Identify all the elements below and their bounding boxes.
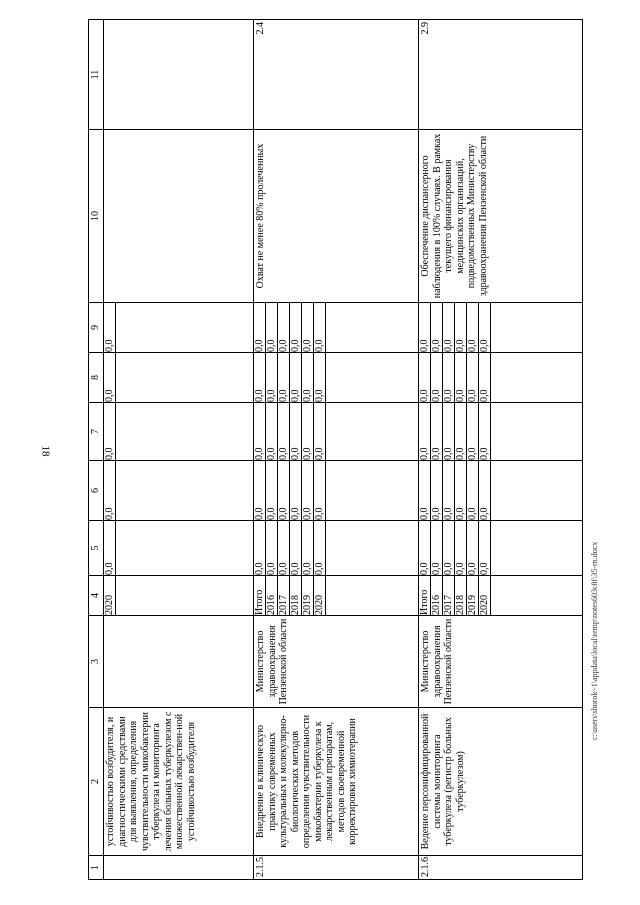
- year-cell: 2018: [290, 576, 302, 615]
- value-cell: 0,0: [443, 403, 455, 460]
- value-cell: 0,0: [266, 403, 278, 460]
- row-expected-result: Охват не менее 80% пролеченных: [254, 130, 419, 303]
- col-header-10: 10: [89, 130, 104, 303]
- row-executor: Министерство здравоохранения Пензенской области: [419, 616, 583, 708]
- value-cell: 0,0: [419, 353, 431, 402]
- value-cell: 0,0: [479, 461, 491, 520]
- value-cell: 0,0: [104, 461, 116, 520]
- row-indicator-ref: [104, 20, 254, 130]
- row-expected-result: Обеспечение диспансерного наблюдения в 100% случаях. В рамках текущего финансирования медицинских организаций, подведомственных Министерству здравоохранения Пензенской области: [419, 130, 583, 303]
- value-cell: 0,0: [278, 303, 290, 352]
- year-cell: Итого: [254, 576, 266, 615]
- value-cell: 0,0: [314, 521, 326, 575]
- row-description: Внедрение в клиническую практику современных культуральных и молекулярно-биологических методов определения чувствительности микобактерии туберкулеза к лекарственным препаратам, методов своевременной корректировки химиотерапии: [254, 708, 419, 856]
- value-cell: 0,0: [431, 521, 443, 575]
- value-cell: 0,0: [467, 403, 479, 460]
- year-cell: 2017: [443, 576, 455, 615]
- row-value-column: [104, 303, 254, 353]
- year-cell: 2016: [431, 576, 443, 615]
- year-cell: 2018: [455, 576, 467, 615]
- col-header-3: 3: [89, 616, 104, 708]
- value-cell: 0,0: [455, 403, 467, 460]
- value-cell: 0,0: [104, 521, 116, 575]
- value-cell: 0,0: [314, 303, 326, 352]
- col-header-5: 5: [89, 521, 104, 576]
- value-cell: 0,0: [431, 303, 443, 352]
- row-value-column: [419, 461, 583, 521]
- table-row: [419, 20, 583, 880]
- value-cell: 0,0: [467, 353, 479, 402]
- col-header-8: 8: [89, 353, 104, 403]
- value-cell: 0,0: [455, 461, 467, 520]
- col-header-7: 7: [89, 403, 104, 461]
- row-years: [254, 576, 419, 616]
- value-cell: 0,0: [290, 353, 302, 402]
- value-cell: 0,0: [479, 353, 491, 402]
- value-cell: 0,0: [278, 403, 290, 460]
- value-cell: 0,0: [104, 353, 116, 402]
- value-cell: 0,0: [431, 403, 443, 460]
- year-cell: 2019: [467, 576, 479, 615]
- value-cell: 0,0: [278, 521, 290, 575]
- value-cell: 0,0: [290, 303, 302, 352]
- value-cell: 0,0: [419, 403, 431, 460]
- rotated-table-container: [88, 20, 583, 880]
- year-cell: Итого: [419, 576, 431, 615]
- row-number: 2.1.5.: [254, 856, 419, 880]
- value-cell: 0,0: [314, 353, 326, 402]
- value-cell: 0,0: [302, 521, 314, 575]
- value-cell: 0,0: [254, 461, 266, 520]
- value-cell: 0,0: [455, 353, 467, 402]
- value-cell: 0,0: [254, 403, 266, 460]
- value-cell: 0,0: [419, 461, 431, 520]
- value-cell: 0,0: [431, 461, 443, 520]
- row-description: устойчивостью возбудителя, и диагностическими средствами для выявления, определения чувствительности микобактерии туберкулеза и мониторинга лечения больных туберкулезом с множественной лекарствен-ной устойчивостью возбудителя: [104, 708, 254, 856]
- row-executor: Министерство здравоохранения Пензенской области: [254, 616, 419, 708]
- table-row: [254, 20, 419, 880]
- value-cell: 0,0: [266, 353, 278, 402]
- value-cell: 0,0: [479, 403, 491, 460]
- value-cell: 0,0: [467, 521, 479, 575]
- value-cell: 0,0: [314, 403, 326, 460]
- row-indicator-ref: 2.9: [419, 20, 583, 130]
- value-cell: 0,0: [431, 353, 443, 402]
- row-value-column: [104, 521, 254, 576]
- row-years: [104, 576, 254, 616]
- value-cell: 0,0: [278, 353, 290, 402]
- value-cell: 0,0: [443, 303, 455, 352]
- row-value-column: [254, 461, 419, 521]
- value-cell: 0,0: [254, 353, 266, 402]
- row-expected-result: [104, 130, 254, 303]
- value-cell: 0,0: [479, 521, 491, 575]
- value-cell: 0,0: [302, 403, 314, 460]
- value-cell: 0,0: [479, 303, 491, 352]
- row-value-column: [254, 303, 419, 353]
- value-cell: 0,0: [290, 403, 302, 460]
- row-value-column: [254, 353, 419, 403]
- value-cell: 0,0: [467, 303, 479, 352]
- row-number: 2.1.6.: [419, 856, 583, 880]
- value-cell: 0,0: [104, 303, 116, 352]
- value-cell: 0,0: [266, 303, 278, 352]
- row-value-column: [254, 521, 419, 576]
- footer-file-path: c:\users\shorok~1\appdata\local\temp\notes603c8f\35-rn.docx: [590, 541, 599, 740]
- value-cell: 0,0: [443, 353, 455, 402]
- row-value-column: [419, 353, 583, 403]
- row-value-column: [419, 403, 583, 461]
- col-header-2: 2: [89, 708, 104, 856]
- value-cell: 0,0: [302, 461, 314, 520]
- value-cell: 0,0: [290, 461, 302, 520]
- value-cell: 0,0: [302, 353, 314, 402]
- row-number: [104, 856, 254, 880]
- year-cell: 2019: [302, 576, 314, 615]
- col-header-11: 11: [89, 20, 104, 130]
- col-header-4: 4: [89, 576, 104, 616]
- value-cell: 0,0: [278, 461, 290, 520]
- value-cell: 0,0: [419, 521, 431, 575]
- value-cell: 0,0: [443, 521, 455, 575]
- value-cell: 0,0: [455, 521, 467, 575]
- value-cell: 0,0: [419, 303, 431, 352]
- year-cell: 2017: [278, 576, 290, 615]
- row-value-column: [419, 521, 583, 576]
- row-executor: [104, 616, 254, 708]
- col-header-9: 9: [89, 303, 104, 353]
- value-cell: 0,0: [254, 521, 266, 575]
- row-value-column: [104, 461, 254, 521]
- row-value-column: [104, 353, 254, 403]
- table-row: [104, 20, 254, 880]
- value-cell: 0,0: [104, 403, 116, 460]
- col-header-6: 6: [89, 461, 104, 521]
- value-cell: 0,0: [266, 461, 278, 520]
- page-number: 18: [39, 445, 52, 457]
- col-header-1: 1: [89, 856, 104, 880]
- row-value-column: [254, 403, 419, 461]
- row-indicator-ref: 2.4: [254, 20, 419, 130]
- value-cell: 0,0: [302, 303, 314, 352]
- value-cell: 0,0: [455, 303, 467, 352]
- year-cell: 2020: [314, 576, 326, 615]
- value-cell: 0,0: [290, 521, 302, 575]
- program-table: [88, 19, 583, 880]
- header-row: [89, 20, 104, 880]
- row-value-column: [104, 403, 254, 461]
- year-cell: 2020: [479, 576, 491, 615]
- row-years: [419, 576, 583, 616]
- value-cell: 0,0: [266, 521, 278, 575]
- row-description: Ведение персонифицированной системы мониторинга туберкулеза (регистр больных туберкулезом): [419, 708, 583, 856]
- year-cell: 2016: [266, 576, 278, 615]
- value-cell: 0,0: [314, 461, 326, 520]
- year-cell: 2020: [104, 576, 116, 615]
- value-cell: 0,0: [443, 461, 455, 520]
- row-value-column: [419, 303, 583, 353]
- value-cell: 0,0: [467, 461, 479, 520]
- value-cell: 0,0: [254, 303, 266, 352]
